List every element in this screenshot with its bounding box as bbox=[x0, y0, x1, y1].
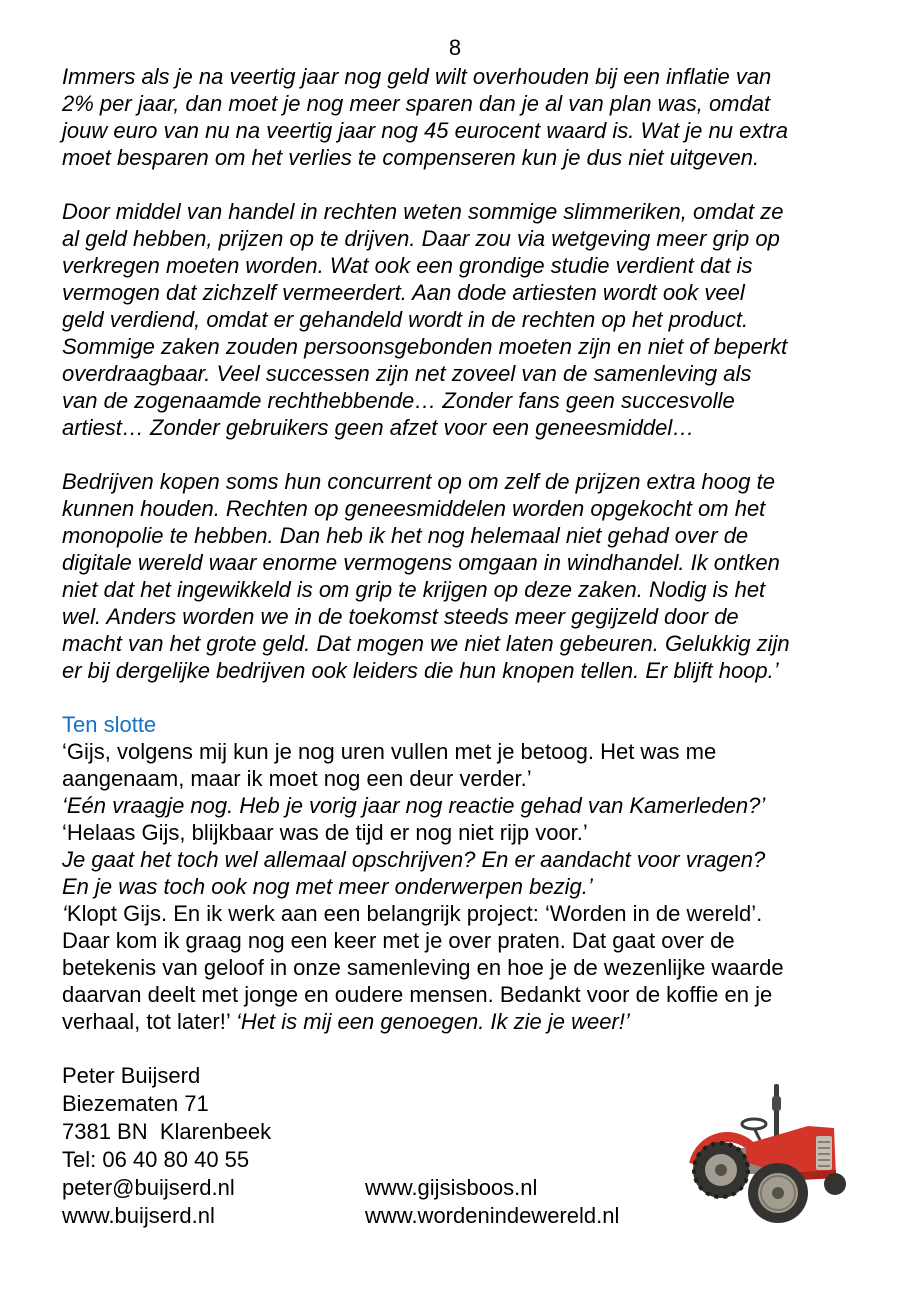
text-line bbox=[62, 1008, 852, 1035]
text-line bbox=[62, 630, 852, 657]
italic-text-segment: digitale wereld waar enorme vermogens omgaan in windhandel. Ik ontken bbox=[62, 550, 780, 575]
italic-text-segment: Je gaat het toch wel allemaal opschrijven? En er aandacht voor vragen? bbox=[62, 847, 766, 872]
text-line bbox=[62, 225, 852, 252]
text-line bbox=[62, 819, 852, 846]
text-line bbox=[62, 144, 852, 171]
italic-text-segment: 2% per jaar, dan moet je nog meer sparen dan je al van plan was, omdat bbox=[62, 91, 771, 116]
text-segment: verhaal, tot later!’ bbox=[62, 1009, 237, 1034]
text-line bbox=[62, 495, 852, 522]
italic-text-segment: En je was toch ook nog met meer onderwerpen bezig.’ bbox=[62, 874, 593, 899]
tractor-grille bbox=[816, 1136, 832, 1170]
text-line bbox=[62, 765, 852, 792]
italic-text-segment: artiest… Zonder gebruikers geen afzet voor een geneesmiddel… bbox=[62, 415, 695, 440]
text-segment: daarvan deelt met jonge en oudere mensen. Bedankt voor de koffie en je bbox=[62, 982, 773, 1007]
italic-text-segment: vermogen dat zichzelf vermeerdert. Aan dode artiesten wordt ook veel bbox=[62, 280, 745, 305]
contact-line: 7381 BN Klarenbeek bbox=[62, 1119, 272, 1144]
text-line bbox=[62, 873, 852, 900]
paragraph-bedrijven-concurrent bbox=[62, 468, 852, 684]
italic-text-segment: geld verdiend, omdat er gehandeld wordt in de rechten op het product. bbox=[62, 307, 749, 332]
text-line bbox=[62, 954, 852, 981]
website-line: www.gijsisboos.nl bbox=[365, 1175, 538, 1200]
italic-text-segment: Immers als je na veertig jaar nog geld wilt overhouden bij een inflatie van bbox=[62, 64, 772, 89]
text-line bbox=[62, 252, 852, 279]
text-line bbox=[62, 603, 852, 630]
tractor-front-wheel bbox=[748, 1163, 808, 1223]
text-line bbox=[62, 738, 852, 765]
text-line bbox=[62, 981, 852, 1008]
page-number: 8 bbox=[448, 35, 462, 60]
text-line bbox=[62, 306, 852, 333]
contact-line: www.buijserd.nl bbox=[62, 1203, 215, 1228]
text-segment: ‘Gijs, volgens mij kun je nog uren vullen met je betoog. Het was me bbox=[62, 739, 717, 764]
italic-text-segment: jouw euro van nu na veertig jaar nog 45 eurocent waard is. Wat je nu extra bbox=[62, 118, 789, 143]
italic-text-segment: monopolie te hebben. Dan heb ik het nog helemaal niet gehad over de bbox=[62, 523, 749, 548]
text-line bbox=[62, 333, 852, 360]
text-line bbox=[62, 846, 852, 873]
text-line bbox=[62, 927, 852, 954]
italic-text-segment: al geld hebben, prijzen op te drijven. Daar zou via wetgeving meer grip op bbox=[62, 226, 780, 251]
contact-line: Tel: 06 40 80 40 55 bbox=[62, 1147, 250, 1172]
paragraph-handel-in-rechten bbox=[62, 198, 852, 441]
text-segment: betekenis van geloof in onze samenleving en hoe je de wezenlijke waarde bbox=[62, 955, 784, 980]
italic-text-segment: wel. Anders worden we in de toekomst steeds meer gegijzeld door de bbox=[62, 604, 739, 629]
text-line bbox=[62, 387, 852, 414]
text-segment: Klopt Gijs. En ik werk aan een belangrijk project: ‘Worden in de wereld’. bbox=[66, 901, 763, 926]
text-line bbox=[62, 117, 852, 144]
italic-text-segment: Bedrijven kopen soms hun concurrent op om zelf de prijzen extra hoog te bbox=[62, 469, 775, 494]
italic-text-segment: Sommige zaken zouden persoonsgebonden moeten zijn en niet of beperkt bbox=[62, 334, 788, 359]
text-line bbox=[62, 198, 852, 225]
text-line bbox=[62, 414, 852, 441]
text-segment: ‘Helaas Gijs, blijkbaar was de tijd er nog niet rijp voor.’ bbox=[62, 820, 588, 845]
websites-block bbox=[365, 1174, 619, 1230]
tractor-rear-wheel bbox=[693, 1142, 749, 1198]
page-content bbox=[62, 63, 852, 1035]
text-line bbox=[62, 90, 852, 117]
tractor-far-front-wheel bbox=[824, 1173, 846, 1195]
contact-line: Peter Buijserd bbox=[62, 1063, 201, 1088]
italic-text-segment: er bij dergelijke bedrijven ook leiders die hun knopen tellen. Er blijft hoop.’ bbox=[62, 658, 779, 683]
italic-text-segment: niet dat het ingewikkeld is om grip te krijgen op deze zaken. Nodig is het bbox=[62, 577, 766, 602]
paragraph-inflation bbox=[62, 63, 852, 171]
text-segment: Daar kom ik graag nog een keer met je over praten. Dat gaat over de bbox=[62, 928, 735, 953]
contact-line: Biezematen 71 bbox=[62, 1091, 209, 1116]
text-line bbox=[62, 360, 852, 387]
italic-text-segment: ‘Het is mij een genoegen. Ik zie je weer!’ bbox=[236, 1009, 630, 1034]
text-line bbox=[62, 549, 852, 576]
contact-block bbox=[62, 1062, 365, 1230]
text-line bbox=[62, 900, 852, 927]
italic-text-segment: overdraagbaar. Veel successen zijn net zoveel van de samenleving als bbox=[62, 361, 752, 386]
italic-text-segment: Door middel van handel in rechten weten sommige slimmeriken, omdat ze bbox=[62, 199, 784, 224]
text-line bbox=[62, 576, 852, 603]
italic-text-segment: ‘Eén vraagje nog. Heb je vorig jaar nog reactie gehad van Kamerleden?’ bbox=[62, 793, 766, 818]
text-line bbox=[62, 792, 852, 819]
italic-text-segment: moet besparen om het verlies te compenseren kun je dus niet uitgeven. bbox=[62, 145, 760, 170]
text-line bbox=[62, 279, 852, 306]
text-segment: aangenaam, maar ik moet nog een deur verder.’ bbox=[62, 766, 532, 791]
italic-text-segment: van de zogenaamde rechthebbende… Zonder fans geen succesvolle bbox=[62, 388, 735, 413]
italic-text-segment: kunnen houden. Rechten op geneesmiddelen worden opgekocht om het bbox=[62, 496, 766, 521]
red-vintage-tractor-image bbox=[688, 1078, 848, 1228]
paragraph-dialogue-closing bbox=[62, 738, 852, 1035]
italic-text-segment: ‘ bbox=[62, 901, 67, 926]
website-line: www.wordenindewereld.nl bbox=[365, 1203, 620, 1228]
italic-text-segment: verkregen moeten worden. Wat ook een grondige studie verdient dat is bbox=[62, 253, 753, 278]
text-line bbox=[62, 522, 852, 549]
text-line bbox=[62, 63, 852, 90]
italic-text-segment: macht van het grote geld. Dat mogen we niet laten gebeuren. Gelukkig zijn bbox=[62, 631, 790, 656]
contact-line: peter@buijserd.nl bbox=[62, 1175, 235, 1200]
text-line bbox=[62, 468, 852, 495]
text-line bbox=[62, 657, 852, 684]
heading-ten-slotte: Ten slotte bbox=[62, 712, 157, 737]
